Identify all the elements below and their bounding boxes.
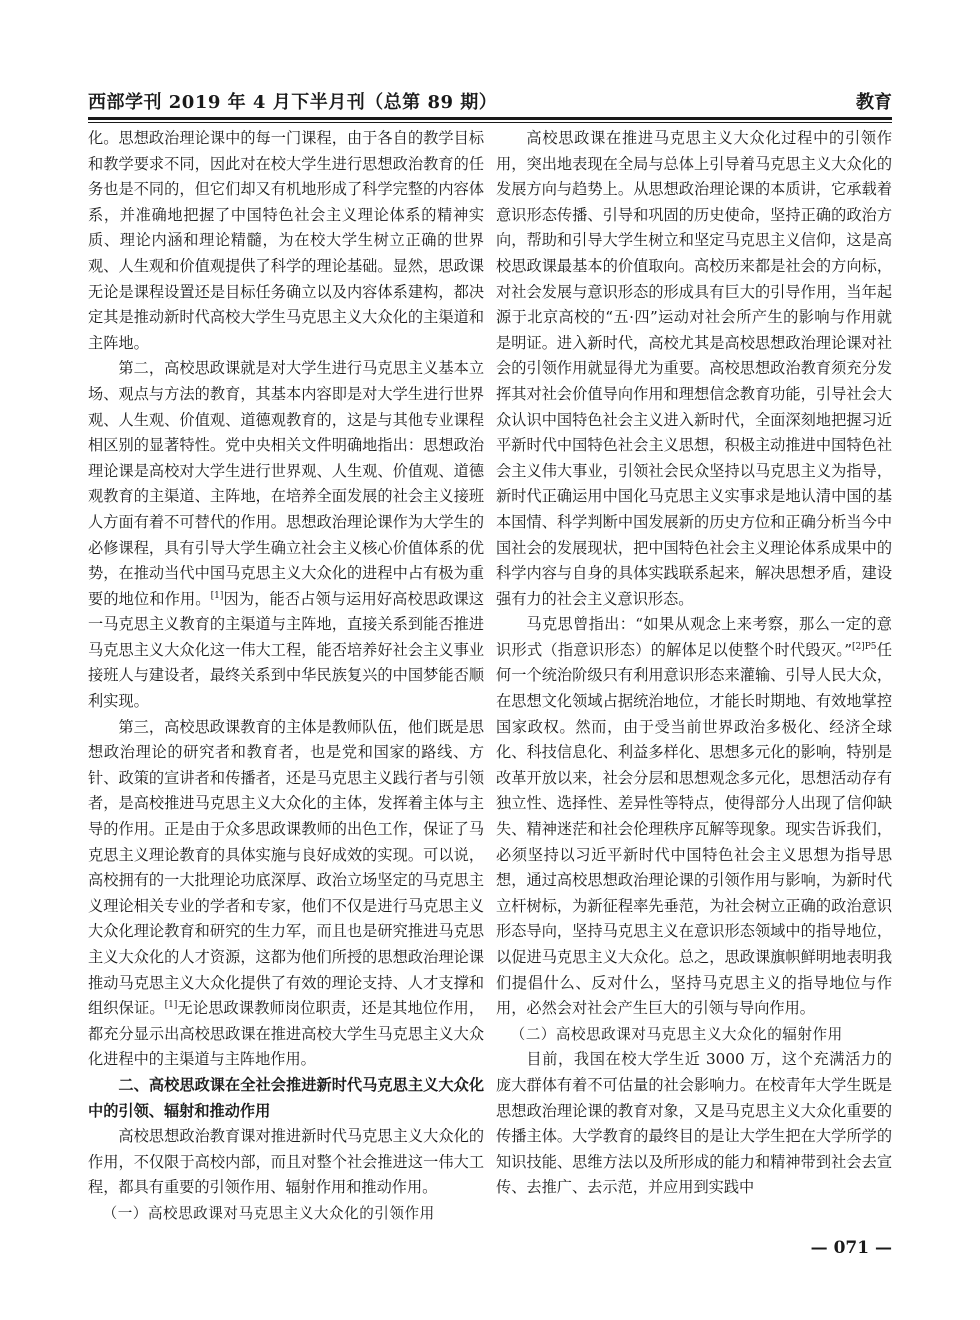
left-column: [88, 126, 484, 1227]
citation-marker: [1]: [210, 590, 224, 601]
section-heading: [88, 1073, 484, 1124]
header-rule-thick: [88, 117, 892, 120]
journal-title: 西部学刊 2019 年 4 月下半月刊（总第 89 期）: [88, 92, 498, 113]
paragraph-text-tail: 无论思政课教师岗位职责，还是其地位作用，都充分显示出高校思政课在推进高校大学生马克思主义大众化进程中的主渠道与主阵地作用。: [88, 999, 485, 1069]
header-rule-thin: [88, 122, 892, 123]
paragraph-text: 第二，高校思政课就是对大学生进行马克思主义基本立场、观点与方法的教育，其基本内容即是对大学生进行世界观、人生观、价值观、道德观教育的，这是与其他专业课程相区别的显著特性。党中央相关文件明确地指出：思想政治理论课是高校对大学生进行世界观、人生观、价值观、道德观教育的主渠道、主阵地，在培养全面发展的社会主义接班人方面有着不可替代的作用。思想政治理论课作为大学生的必修课程，具有引导大学生确立社会主义核心价值体系的优势，在推动当代中国马克思主义大众化的进程中占有极为重要的地位和作用。: [88, 359, 484, 608]
paragraph-text: 第三，高校思政课教育的主体是教师队伍，他们既是思想政治理论的研究者和教育者，也是党和国家的路线、方针、政策的宣讲者和传播者，还是马克思主义践行者与引领者，是高校推进马克思主义大众化的主体，发挥着主体与主导的作用。正是由于众多思政课教师的出色工作，保证了马克思主义理论教育的具体实施与良好成效的实现。可以说，高校拥有的一大批理论功底深厚、政治立场坚定的马克思主义理论相关专业的学者和专家，他们不仅是进行马克思主义大众化理论教育和研究的生力军，而且也是研究推进马克思主义大众化的人才资源，这都为他们所授的思想政治理论课推动马克思主义大众化提供了有效的理论支持、人才支撑和组织保证。: [88, 717, 484, 1018]
citation-marker: [1]: [164, 1000, 178, 1011]
running-header: [88, 84, 892, 114]
paragraph-text-tail: 因为，能否占领与运用好高校思政课这一马克思主义教育的主渠道与主阵地，直接关系到能否推进马克思主义大众化这一伟大工程，能否培养好社会主义事业接班人与建设者，最终关系到中华民族复兴的中国梦能否顺利实现。: [88, 589, 485, 711]
paragraph-text: 高校思政课在推进马克思主义大众化过程中的引领作用，突出地表现在全局与总体上引导着马克思主义大众化的发展方向与趋势上。从思想政治理论课的本质讲，它承载着意识形态传播、引导和巩固的历史使命，坚持正确的政治方向，帮助和引导大学生树立和坚定马克思主义信仰，这是高校思政课最基本的价值取向。高校历来都是社会的方向标，对社会发展与意识形态的形成具有巨大的引导作用，当年起源于北京高校的“五·四”运动对社会所产生的影响与作用就是明证。进入新时代，高校尤其是高校思想政治理论课对社会的引领作用就显得尤为重要。高校思想政治教育须充分发挥其对社会价值导向作用和理想信念教育功能，引导社会大众认识中国特色社会主义进入新时代，全面深刻地把握习近平新时代中国特色社会主义思想，积极主动推进中国特色社会主义伟大事业，引领社会民众坚持以马克思主义为指导，新时代正确运用中国化马克思主义实事求是地认清中国的基本国情、科学判断中国发展新的历史方位和正确分析当今中国社会的发展现状，把中国特色社会主义理论体系成果中的科学内容与自身的具体实践联系起来，解决思想矛盾，建设强有力的社会主义意识形态。: [496, 129, 892, 608]
paragraph-text: 化。思想政治理论课中的每一门课程，由于各自的教学目标和教学要求不同，因此对在校大学生进行思想政治教育的任务也是不同的，但它们却又有机地形成了科学完整的内容体系，并准确地把握了中国特色社会主义理论体系的精神实质、理论内涵和理论精髓，为在校大学生树立正确的世界观、人生观和价值观提供了科学的理论基础。显然，思政课无论是课程设置还是目标任务确立以及内容体系建构，都决定其是推动新时代高校大学生马克思主义大众化的主渠道和主阵地。: [88, 129, 484, 352]
subsection-heading: [88, 1201, 484, 1227]
citation-marker: [2]P5: [852, 641, 877, 652]
paragraph: [88, 715, 484, 1073]
paragraph-text: （二）高校思政课对马克思主义大众化的辐射作用: [510, 1025, 843, 1043]
right-column: [496, 126, 892, 1201]
paragraph-continued: [88, 126, 484, 356]
paragraph: [496, 126, 892, 612]
subsection-heading: [496, 1022, 892, 1048]
paragraph-text: 目前，我国在校大学生近 3000 万，这个充满活力的庞大群体有着不可估量的社会影响力。在校青年大学生既是思想政治理论课的教育对象，又是马克思主义大众化重要的传播主体。大学教育的最终目的是让大学生把在大学所学的知识技能、思维方法以及所形成的能力和精神带到社会去宣传、去推广、去示范，并应用到实践中: [496, 1050, 892, 1197]
paragraph-text-tail: 任何一个统治阶级只有利用意识形态来灌输、引导人民大众，在思想文化领域占据统治地位，才能长时期地、有效地掌控国家政权。然而，由于受当前世界政治多极化、经济全球化、科技信息化、利益多样化、思想多元化的影响，特别是改革开放以来，社会分层和思想观念多元化，思想活动存有独立性、选择性、差异性等特点，使得部分人出现了信仰缺失、精神迷茫和社会伦理秩序瓦解等现象。现实告诉我们，必须坚持以习近平新时代中国特色社会主义思想为指导思想，通过高校思想政治理论课的引领作用与影响，为新时代立杆树标，为新征程率先垂范，为社会树立正确的政治意识形态导向，坚持马克思主义在意识形态领域中的指导地位，以促进马克思主义大众化。总之，思政课旗帜鲜明地表明我们提倡什么、反对什么，坚持马克思主义的指导地位与作用，必然会对社会产生巨大的引领与导向作用。: [496, 640, 893, 1018]
paragraph-text: 高校思想政治教育课对推进新时代马克思主义大众化的作用，不仅限于高校内部，而且对整个社会推进这一伟大工程，都具有重要的引领作用、辐射作用和推动作用。: [88, 1127, 484, 1197]
paragraph: [88, 356, 484, 714]
paragraph-text: 二、高校思政课在全社会推进新时代马克思主义大众化中的引领、辐射和推动作用: [88, 1075, 484, 1120]
paragraph: [88, 1124, 484, 1201]
paragraph: [496, 612, 892, 1022]
page-number: — 071 —: [810, 1238, 892, 1258]
section-name: 教育: [856, 92, 892, 113]
paragraph: [496, 1047, 892, 1201]
paragraph-text: （一）高校思政课对马克思主义大众化的引领作用: [102, 1204, 435, 1222]
paragraph-text: 马克思曾指出：“如果从观念上来考察，那么一定的意识形式（指意识形态）的解体足以使整个时代毁灭。”: [496, 615, 892, 659]
